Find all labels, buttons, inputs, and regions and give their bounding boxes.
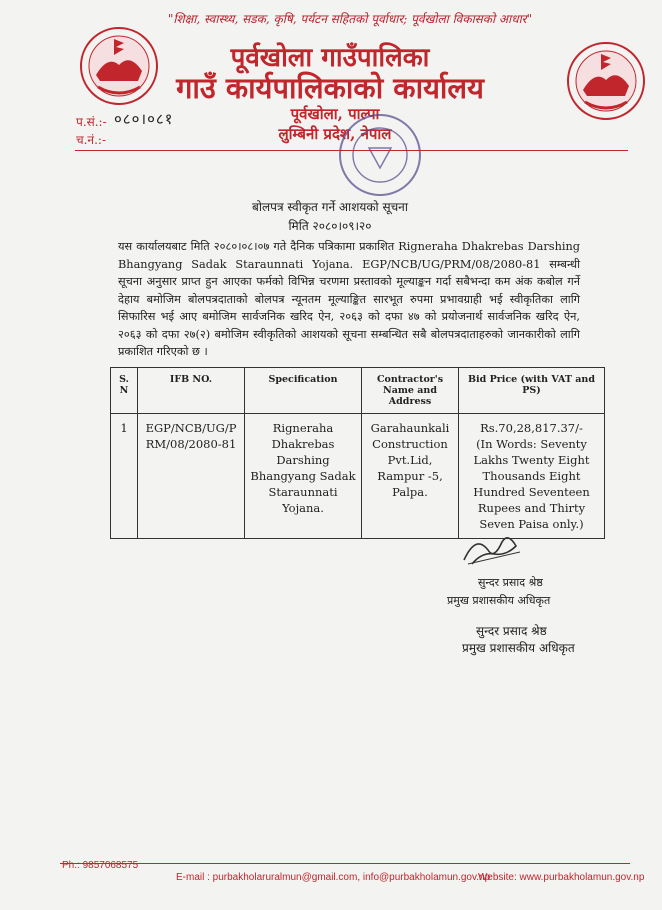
signatory-name-2: सुन्दर प्रसाद श्रेष्ठ xyxy=(476,624,547,638)
header-divider xyxy=(75,150,628,151)
office-stamp-icon xyxy=(335,110,425,200)
office-name: गाउँ कार्यपालिकाको कार्यालय xyxy=(176,71,484,105)
nepal-emblem-right-icon xyxy=(565,40,647,122)
ref-number-value: ०८०।०८१ xyxy=(114,110,174,128)
cell-bid-price xyxy=(459,414,605,539)
notice-body: यस कार्यालयबाट मिति २०८०।०८।०७ गते दैनिक पत्रिकामा प्रकाशित Rigneraha Dhakrebas Darshing Bhangyang Sadak Staraunnati Yojana. EGP/NCB/UG/PRM/08/2080-81 सम्बन्धी सूचना अनुसार प्राप्त हुन आएका फर्मको विभिन्न चरणमा प्रस्तावको मूल्याङ्कन गर्दा सबैभन्दा कम अंक कबोल गर्ने देहाय बमोजिम बोलपत्रदाताको बोलपत्र न्यूनतम मूल्याङ्कित सारभूत रुपमा प्रभावग्राही भई स्वीकृतिका लागि सिफारिस भई आए बमोजिम सार्वजनिक खरिद ऐन, २०६३ को दफा ४७ को प्रयोजनार्थ सार्वजनिक खरिद ऐन, २०६३ को दफा २७(२) बमोजिम स्वीकृतिको आशयको सूचना सम्बन्धित सबै बोलपत्रदाताहरुको जानकारीको लागि प्रकाशित गरिएको छ । xyxy=(118,240,580,358)
notice-date: मिति २०८०।०९।२० xyxy=(288,219,372,233)
footer-divider xyxy=(60,863,630,864)
bid-amount: Rs.70,28,817.37/- xyxy=(480,421,583,435)
col-header-sn: S. N xyxy=(111,368,138,414)
signature-icon xyxy=(458,530,528,570)
notice-subject xyxy=(200,198,460,236)
cell-specification: Rigneraha Dhakrebas Darshing Bhangyang Sadak Staraunnati Yojana. xyxy=(245,414,362,539)
address-line-2: लुम्बिनी प्रदेश, नेपाल xyxy=(278,125,392,143)
col-header-specification: Specification xyxy=(245,368,362,414)
footer-phone: Ph.: 9857068575 xyxy=(62,860,139,871)
signatory-title-2: प्रमुख प्रशासकीय अधिकृत xyxy=(462,641,575,655)
cell-ifb: EGP/NCB/UG/P RM/08/2080-81 xyxy=(138,414,245,539)
notice-title: बोलपत्र स्वीकृत गर्ने आशयको सूचना xyxy=(252,200,408,214)
municipality-name: पूर्वखोला गाउँपालिका xyxy=(230,43,430,73)
signatory-title-1: प्रमुख प्रशासकीय अधिकृत xyxy=(447,594,551,607)
col-header-bid-price: Bid Price (with VAT and PS) xyxy=(459,368,605,414)
signatory-name-1: सुन्दर प्रसाद श्रेष्ठ xyxy=(478,576,543,589)
cell-contractor: Garahaunkali Construction Pvt.Lid, Rampur -5, Palpa. xyxy=(362,414,459,539)
footer-website: Website: www.purbakholamun.gov.np xyxy=(478,872,645,883)
motto: "शिक्षा, स्वास्थ्य, सडक, कृषि, पर्यटन सहितको पूर्वाधार; पूर्वखोला विकासको आधार" xyxy=(167,12,533,26)
bid-amount-words: (In Words: Seventy Lakhs Twenty Eight Thousands Eight Hundred Seventeen Rupees and Thirty Seven Paisa only.) xyxy=(473,437,590,531)
address-line-1: पूर्वखोला, पाल्पा xyxy=(290,105,380,123)
bid-table xyxy=(110,367,605,539)
cell-sn: 1 xyxy=(111,414,138,539)
ref-number-label: प.सं.:- xyxy=(76,115,107,129)
col-header-ifb: IFB NO. xyxy=(138,368,245,414)
table-row xyxy=(111,414,605,539)
dispatch-number-label: च.नं.:- xyxy=(76,133,107,147)
footer-email: E-mail : purbakholaruralmun@gmail.com, info@purbakholamun.gov.np xyxy=(176,872,491,883)
col-header-contractor: Contractor's Name and Address xyxy=(362,368,459,414)
